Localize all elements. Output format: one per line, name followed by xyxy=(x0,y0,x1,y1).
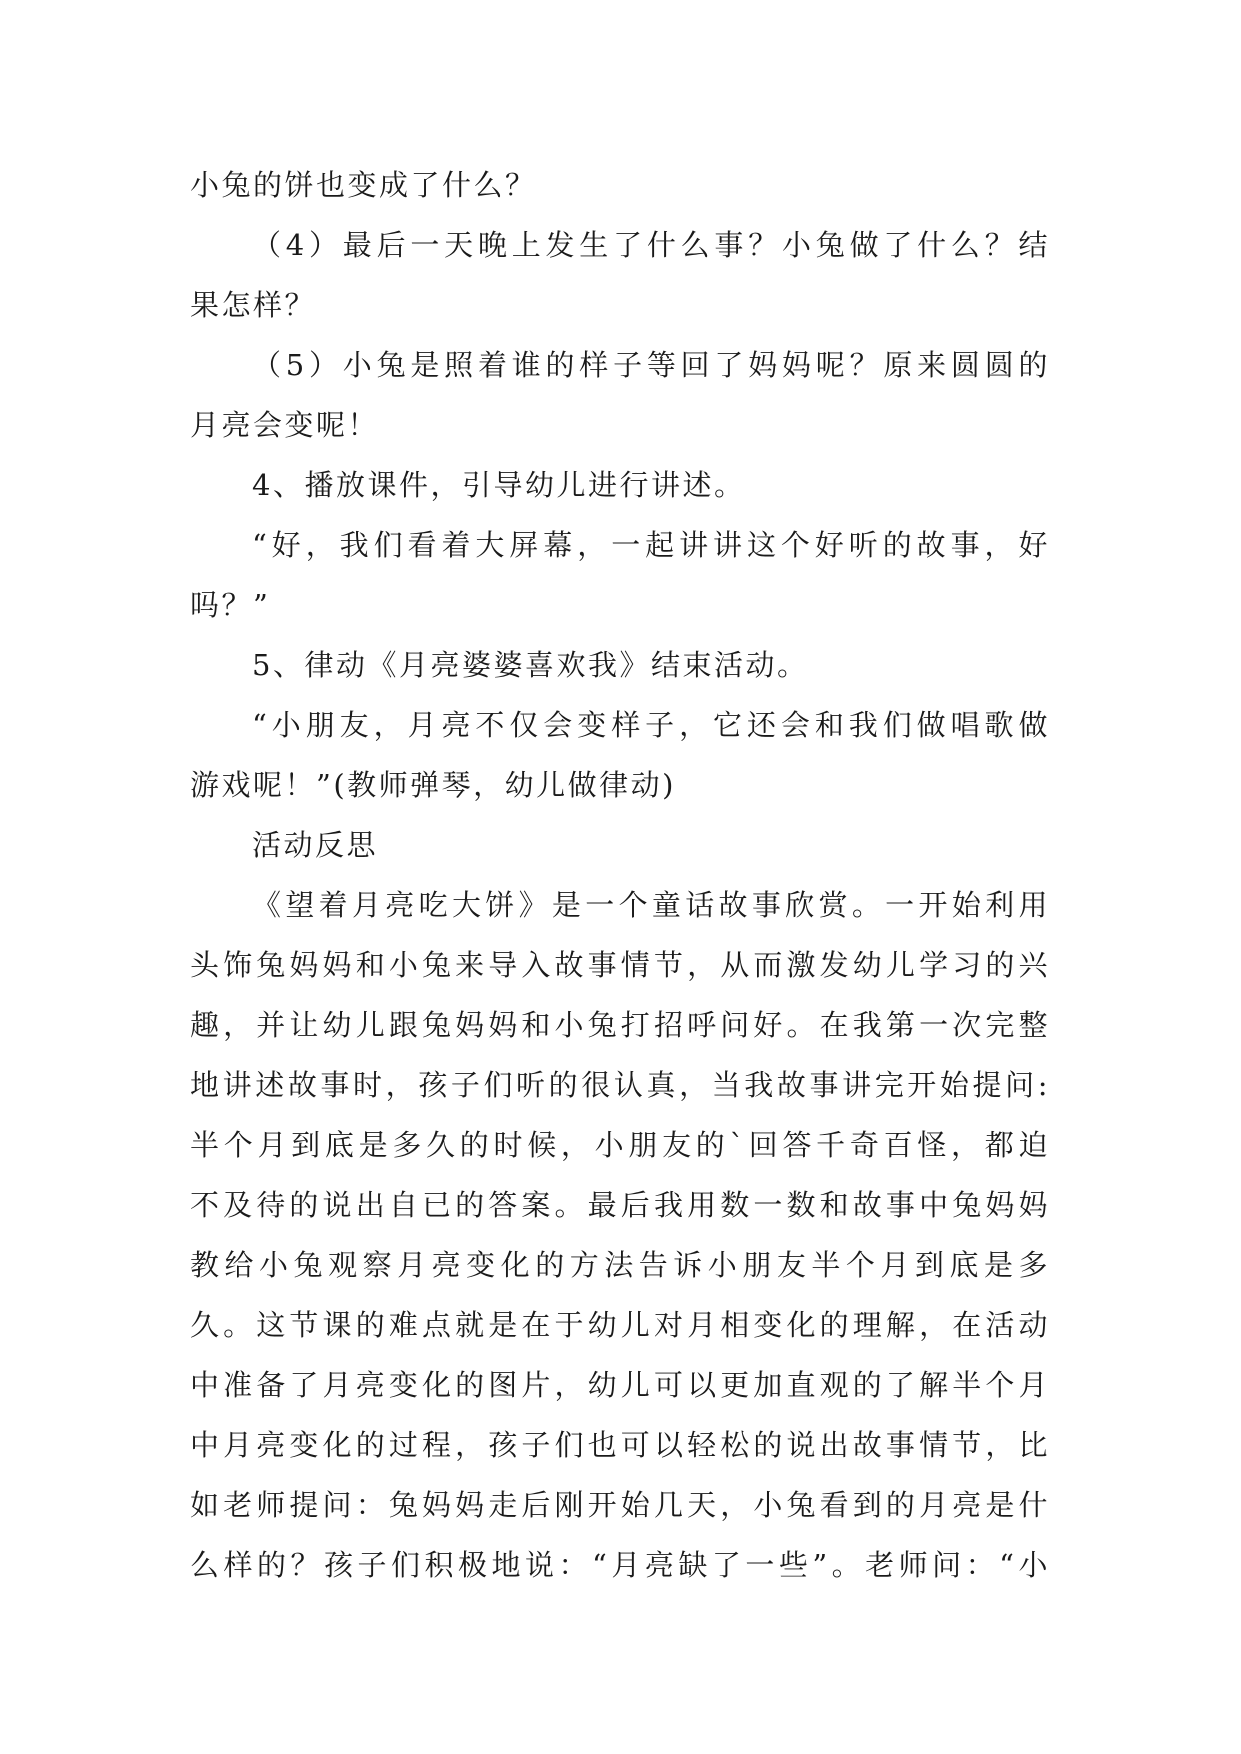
text-line: 5、律动《月亮婆婆喜欢我》结束活动。 xyxy=(252,648,809,682)
text-line: 半个月到底是多久的时候，小朋友的`回答千奇百怪，都迫 xyxy=(190,1128,1050,1162)
text-line: 么样的？孩子们积极地说：“月亮缺了一些”。老师问：“小 xyxy=(190,1548,1050,1582)
text-line: 不及待的说出自已的答案。最后我用数一数和故事中兔妈妈 xyxy=(190,1188,1050,1222)
document-page xyxy=(190,155,1050,1595)
text-line: 吗？” xyxy=(190,588,271,622)
text-line: 《望着月亮吃大饼》是一个童话故事欣赏。一开始利用 xyxy=(252,888,1050,922)
text-line: 中准备了月亮变化的图片，幼儿可以更加直观的了解半个月 xyxy=(190,1368,1050,1402)
text-line: “好，我们看着大屏幕，一起讲讲这个好听的故事，好 xyxy=(252,528,1050,562)
text-line: 月亮会变呢！ xyxy=(190,408,380,442)
text-line: 小兔的饼也变成了什么？ xyxy=(190,168,537,202)
text-line: 游戏呢！”(教师弹琴，幼儿做律动) xyxy=(190,768,676,802)
text-line: 趣，并让幼儿跟兔妈妈和小兔打招呼问好。在我第一次完整 xyxy=(190,1008,1050,1042)
text-line: 地讲述故事时，孩子们听的很认真，当我故事讲完开始提问: xyxy=(190,1068,1050,1102)
text-line: 头饰兔妈妈和小兔来导入故事情节，从而激发幼儿学习的兴 xyxy=(190,948,1050,982)
text-line: （5）小兔是照着谁的样子等回了妈妈呢？原来圆圆的 xyxy=(252,348,1050,382)
text-line: 教给小兔观察月亮变化的方法告诉小朋友半个月到底是多 xyxy=(190,1248,1050,1282)
section-heading: 活动反思 xyxy=(252,828,379,862)
text-line: （4）最后一天晚上发生了什么事？小兔做了什么？结 xyxy=(252,228,1050,262)
text-line: 如老师提问：兔妈妈走后刚开始几天，小兔看到的月亮是什 xyxy=(190,1488,1050,1522)
text-line: 久。这节课的难点就是在于幼儿对月相变化的理解，在活动 xyxy=(190,1308,1050,1342)
text-line: 4、播放课件，引导幼儿进行讲述。 xyxy=(252,468,746,502)
text-line: “小朋友，月亮不仅会变样子，它还会和我们做唱歌做 xyxy=(252,708,1050,742)
text-line: 果怎样？ xyxy=(190,288,317,322)
text-line: 中月亮变化的过程，孩子们也可以轻松的说出故事情节，比 xyxy=(190,1428,1050,1462)
